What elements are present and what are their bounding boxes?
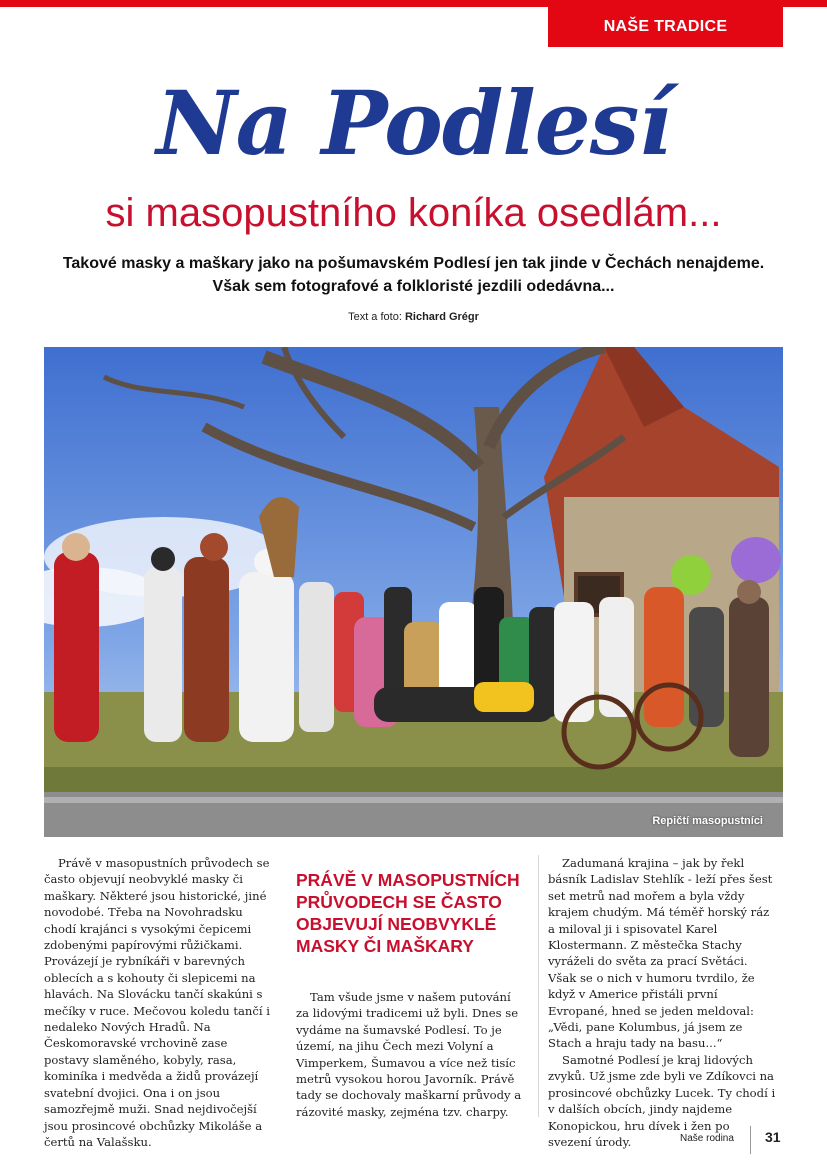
pull-quote: PRÁVĚ V MASOPUSTNÍCH PRŮVODECH SE ČASTO OBJEVUJÍ NEOBVYKLÉ MASKY ČI MAŠKARY (296, 870, 520, 956)
top-accent-bar (0, 0, 827, 7)
credit-prefix: Text a foto: (348, 311, 405, 323)
photo-illustration (44, 347, 783, 837)
footer-magazine: Naše rodina (680, 1133, 734, 1144)
section-tag: NAŠE TRADICE (548, 7, 783, 47)
col3-paragraph-1: Zadumaná krajina – jak by řekl básník Ladislav Stehlík - leží přes šest set metrů nad mořem a byla vždy krajem chudým. Má téměř horský ráz a miloval ji i spisovatel Karel Klostermann. Z městečka Stachy vyráželi do světa za prací Světáci. Však se o nich v humoru tvrdilo, že když v Americe přistáli první Evropané, hned se jeden meldoval: „Vědi, pane Kolumbus, já jsem ze Stach a hraju tady na basu...“ (548, 856, 773, 1051)
page-number: 31 (765, 1129, 781, 1145)
photo-credit (0, 311, 827, 323)
col2-paragraph: Tam všude jsme v našem putování za lidovými tradicemi už byli. Dnes se vydáme na šumavské Podlesí. To je území, na jihu Čech mezi Volyní a Vimperkem, Šumavou a více než tisíc metrů vysokou horou Javorník. Právě tady se dochovaly maškarní průvody a rázovité masky, zejména tzv. charpy. (296, 990, 522, 1119)
main-photo (44, 347, 783, 837)
article-title: Na Podlesí (156, 71, 671, 175)
col1-paragraph: Právě v masopustních průvodech se často objevují neobvyklé masky či maškary. Některé jsou historické, jiné novodobé. Třeba na Novohradsku chodí krajánci s vysokými čepicemi zdobenými papírovými růžičkami. Provázejí je rybníkáři v barevných oblecích a s kohouty či slepicemi na hlavách. Na Slovácku tančí skakúni s mečíky v ruce. Mečovou koledu tančí i nedaleko Nových Hradů. Na Českomoravské vrchovině zase postavy slaměného, kobyly, rasa, kominíka i medvěda a židů provázejí svatební dvojici. Ona i on jsou samozřejmě muži. Snad nejdivočejší jsou prosincové obchůzky Mikoláše a čertů na Valašsku. (44, 856, 270, 1149)
column-2 (296, 855, 524, 1120)
footer-divider (750, 1126, 751, 1154)
photo-caption: Repičtí masopustníci (652, 815, 763, 827)
column-3 (548, 855, 776, 1150)
column-1 (44, 855, 272, 1150)
column-divider (538, 855, 539, 1117)
col3-paragraph-2: Samotné Podlesí je kraj lidových zvyků. Už jsme zde byli ve Zdíkovci na prosincové obchůzky Lucek. Ty chodí i v dalších obcích, jindy najdeme Konopickou, hru dívek i žen po svezení úrody. (548, 1052, 776, 1149)
lead-line-1: Takové masky a maškary jako na pošumavském Podlesí jen tak jinde v Čechách nenajdeme. (62, 255, 765, 272)
article-subtitle: si masopustního koníka osedlám... (105, 191, 722, 235)
lead-line-2: Však sem fotografové a folkloristé jezdili odedávna... (212, 278, 615, 295)
article-lead (40, 252, 787, 298)
credit-author: Richard Grégr (404, 311, 479, 323)
